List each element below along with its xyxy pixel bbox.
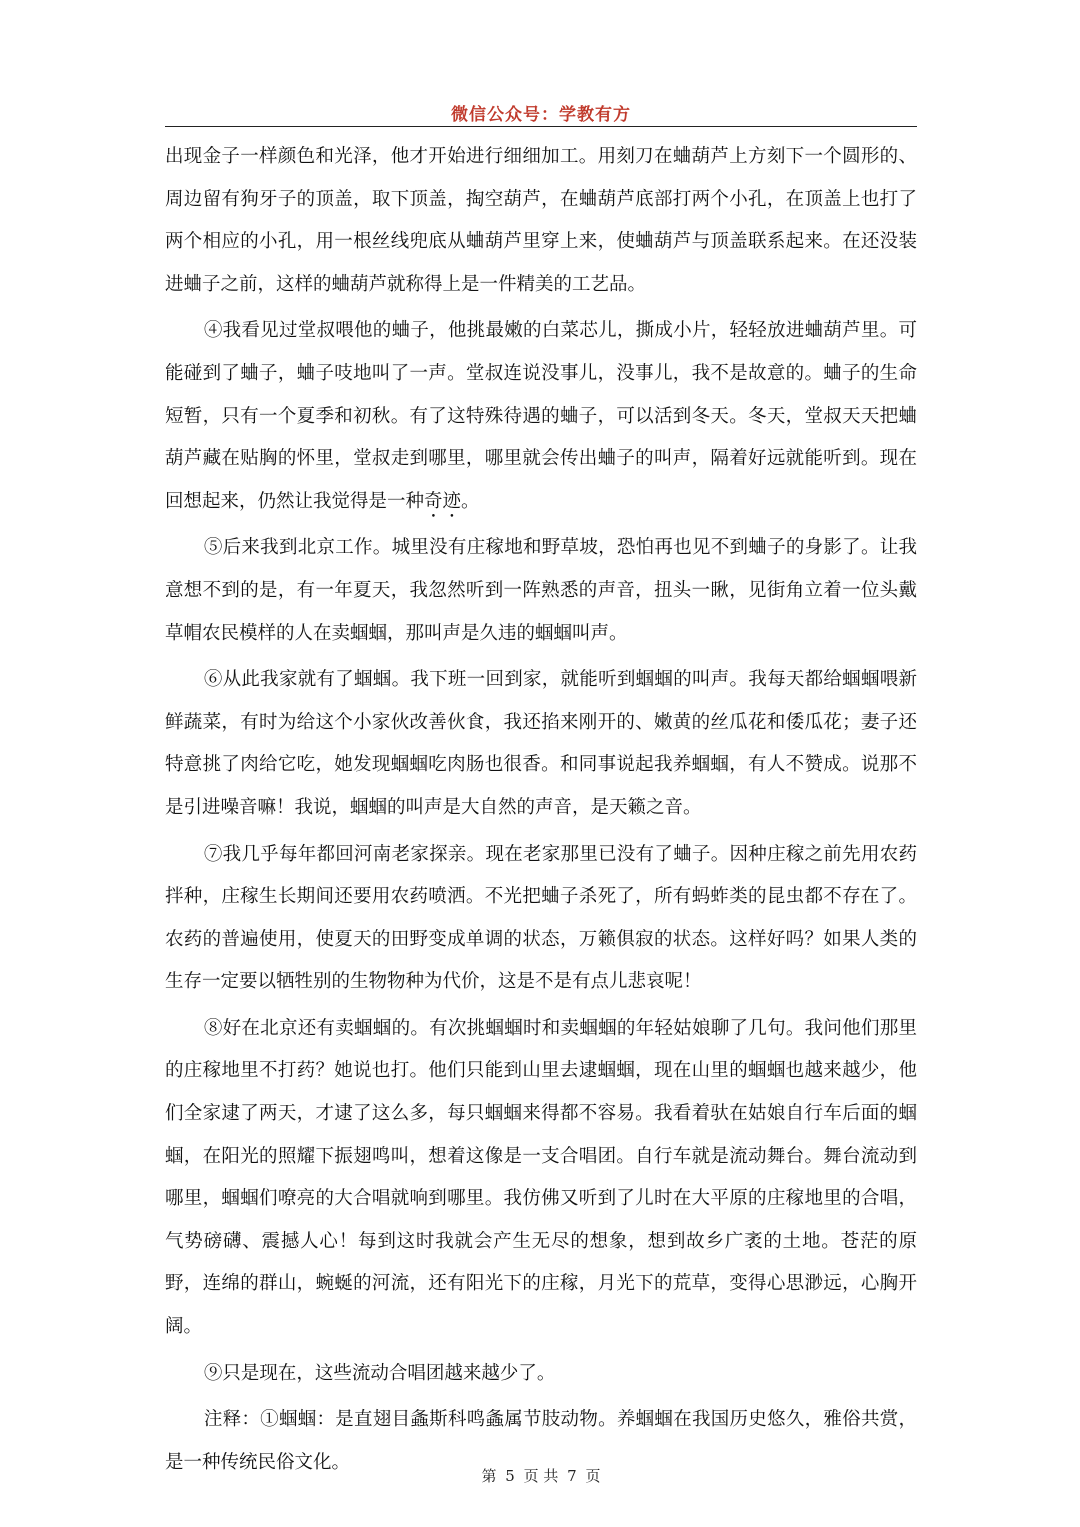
header-title: 微信公众号：学教有方 [451, 105, 631, 125]
emphasized-word-qiji: 奇迹 [424, 490, 462, 512]
paragraph-4-end: 。 [461, 490, 480, 512]
header-divider [165, 126, 917, 127]
annotation-note: 注释：①蝈蝈：是直翅目螽斯科鸣螽属节肢动物。养蝈蝈在我国历史悠久，雅俗共赏，是一种传统民俗文化。 [165, 1409, 917, 1473]
page-footer [165, 1465, 917, 1486]
paragraph-6: ⑥从此我家就有了蝈蝈。我下班一回到家，就能听到蝈蝈的叫声。我每天都给蝈蝈喂新鲜蔬菜，有时为给这个小家伙改善伙食，我还掐来刚开的、嫩黄的丝瓜花和倭瓜花；妻子还特意挑了肉给它吃，她发现蝈蝈吃肉肠也很香。和同事说起我养蝈蝈，有人不赞成。说那不是引进噪音嘛！我说，蝈蝈的叫声是大自然的声音，是天籁之音。 [165, 669, 917, 818]
footer-suffix: 页 [585, 1467, 601, 1485]
footer-total-pages: 7 [567, 1467, 577, 1485]
paragraph-5: ⑤后来我到北京工作。城里没有庄稼地和野草坡，恐怕再也见不到蛐子的身影了。让我意想不到的是，有一年夏天，我忽然听到一阵熟悉的声音，扭头一瞅，见街角立着一位头戴草帽农民模样的人在卖蝈蝈，那叫声是久违的蝈蝈叫声。 [165, 537, 917, 644]
paragraph-8: ⑧好在北京还有卖蝈蝈的。有次挑蝈蝈时和卖蝈蝈的年轻姑娘聊了几句。我问他们那里的庄稼地里不打药？她说也打。他们只能到山里去逮蝈蝈，现在山里的蝈蝈也越来越少，他们全家逮了两天，才逮了这么多，每只蝈蝈来得都不容易。我看着驮在姑娘自行车后面的蝈蝈，在阳光的照耀下振翅鸣叫，想着这像是一支合唱团。自行车就是流动舞台。舞台流动到哪里，蝈蝈们嘹亮的大合唱就响到哪里。我仿佛又听到了儿时在大平原的庄稼地里的合唱，气势磅礴、震撼人心！每到这时我就会产生无尽的想象，想到故乡广袤的土地。苍茫的原野，连绵的群山，蜿蜒的河流，还有阳光下的庄稼，月光下的荒草，变得心思渺远，心胸开阔。 [165, 1017, 917, 1338]
footer-prefix: 第 [481, 1467, 497, 1485]
footer-middle: 页 共 [523, 1467, 559, 1485]
paragraph-4-text: ④我看见过堂叔喂他的蛐子，他挑最嫩的白菜芯儿，撕成小片，轻轻放进蛐葫芦里。可能碰到了蛐子，蛐子吱地叫了一声。堂叔连说没事儿，没事儿，我不是故意的。蛐子的生命短暂，只有一个夏季和初秋。有了这特殊待遇的蛐子，可以活到冬天。冬天，堂叔天天把蛐葫芦藏在贴胸的怀里，堂叔走到哪里，哪里就会传出蛐子的叫声，隔着好远就能听到。现在回想起来，仍然让我觉得是一种 [165, 320, 917, 512]
paragraph-4 [165, 310, 917, 523]
paragraph-3-continued: 出现金子一样颜色和光泽，他才开始进行细细加工。用刻刀在蛐葫芦上方刻下一个圆形的、周边留有狗牙子的顶盖，取下顶盖，掏空葫芦，在蛐葫芦底部打两个小孔，在顶盖上也打了两个相应的小孔，用一根丝线兜底从蛐葫芦里穿上来，使蛐葫芦与顶盖联系起来。在还没装进蛐子之前，这样的蛐葫芦就称得上是一件精美的工艺品。 [165, 146, 917, 295]
paragraph-7: ⑦我几乎每年都回河南老家探亲。现在老家那里已没有了蛐子。因种庄稼之前先用农药拌种，庄稼生长期间还要用农药喷洒。不光把蛐子杀死了，所有蚂蚱类的昆虫都不存在了。农药的普遍使用，使夏天的田野变成单调的状态，万籁俱寂的状态。这样好吗？如果人类的生存一定要以牺牲别的生物物种为代价，这是不是有点儿悲哀呢！ [165, 843, 917, 993]
article-body [165, 136, 917, 1488]
footer-page-number: 5 [505, 1467, 515, 1485]
paragraph-9: ⑨只是现在，这些流动合唱团越来越少了。 [203, 1362, 556, 1384]
